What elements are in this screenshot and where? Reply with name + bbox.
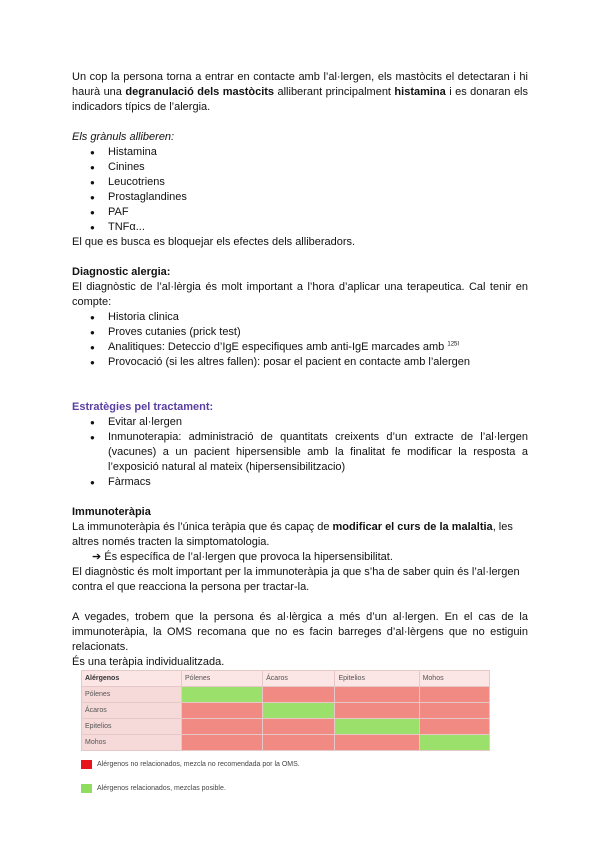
list-item: ● PAF bbox=[72, 205, 528, 220]
intro-text-1: Un cop la persona torna a entrar en contacte amb l’al·lergen, els mastòcits el detectaran i hi haurà una bbox=[72, 71, 528, 98]
table-cell bbox=[419, 719, 489, 735]
table-cell bbox=[419, 703, 489, 719]
immuno-bold: modificar el curs de la malaltia bbox=[332, 521, 493, 533]
list-item: ● Fàrmacs bbox=[72, 475, 528, 490]
table-cell bbox=[182, 703, 263, 719]
estrategies-heading: Estratègies pel tractament: bbox=[72, 401, 214, 413]
list-item: ● Cinines bbox=[72, 160, 528, 175]
diagnostic-list bbox=[72, 310, 528, 370]
granuls-list bbox=[72, 145, 528, 235]
list-item: ● Evitar al·lergen bbox=[72, 415, 528, 430]
table-cell bbox=[419, 687, 489, 703]
list-item: ● Leucotriens bbox=[72, 175, 528, 190]
legend-green bbox=[81, 781, 226, 796]
document-page bbox=[72, 70, 528, 670]
immuno-text-2: , les altres només tracten la simptomatologia. bbox=[72, 521, 513, 548]
table-cell bbox=[263, 687, 335, 703]
list-item: ● Prostaglandines bbox=[72, 190, 528, 205]
allergen-mixing-table bbox=[81, 670, 490, 751]
column-header: Epitelios bbox=[335, 671, 419, 687]
table-row bbox=[82, 719, 490, 735]
row-header: Pólenes bbox=[82, 687, 182, 703]
table-cell bbox=[263, 735, 335, 751]
immuno-text-1: La immunoteràpia és l’única teràpia que és capaç de bbox=[72, 521, 333, 533]
list-item: ● Historia clinica bbox=[72, 310, 528, 325]
granuls-title: Els grànuls alliberen: bbox=[72, 131, 175, 143]
table-cell bbox=[419, 735, 489, 751]
table-cell bbox=[182, 719, 263, 735]
oms-paragraph: A vegades, trobem que la persona és al·lèrgica a més d’un al·lergen. En el cas de la immunoteràpia, la OMS recomana que no es facin barreges d’al·lèrgens que no estiguin relacionats. bbox=[72, 611, 528, 653]
estrategies-list bbox=[72, 415, 528, 490]
list-item: ● Provocació (si les altres fallen): posar el pacient en contacte amb l’alergen bbox=[72, 355, 528, 370]
arrow-point bbox=[72, 550, 528, 565]
legend-red bbox=[81, 757, 300, 772]
table-cell bbox=[182, 687, 263, 703]
immuno-paragraph bbox=[72, 520, 528, 550]
intro-paragraph bbox=[72, 70, 528, 115]
table-row bbox=[82, 687, 490, 703]
table-corner-header: Alérgenos bbox=[82, 671, 182, 687]
diagnostic-text: El diagnòstic de l’al·lèrgia és molt important a l’hora d’aplicar una terapeutica. Cal tenir en compte: bbox=[72, 281, 528, 308]
list-item bbox=[72, 340, 528, 355]
table-row bbox=[82, 735, 490, 751]
list-item: ● Histamina bbox=[72, 145, 528, 160]
list-item: ● Inmunoterapia: administració de quantitats creixents d’un extracte de l’al·lergen (vacunes) a un pacient hipersensible amb la finalitat fe modificar la resposta a l’exposició natural al mateix (hipersensibilitzacio) bbox=[72, 430, 528, 475]
table-row bbox=[82, 703, 490, 719]
list-item: ● Proves cutanies (prick test) bbox=[72, 325, 528, 340]
column-header: Ácaros bbox=[263, 671, 335, 687]
arrow-text: És específica de l’al·lergen que provoca la hipersensibilitat. bbox=[104, 551, 393, 563]
immuno-heading: Immunoteràpia bbox=[72, 506, 151, 518]
individual-therapy-text: És una teràpia individualitzada. bbox=[72, 656, 225, 668]
intro-text-2: alliberant principalment bbox=[274, 86, 395, 98]
intro-bold-2: histamina bbox=[394, 86, 446, 98]
table-cell bbox=[263, 703, 335, 719]
legend-red-text: Alérgenos no relacionados, mezcla no recomendada por la OMS. bbox=[97, 761, 300, 768]
diagnostic-importance-paragraph: El diagnòstic és molt important per la immunoteràpia ja que s’ha de saber quin és l’al·lergen contra el que reacciona la persona per tractar-la. bbox=[72, 566, 520, 593]
row-header: Epitelios bbox=[82, 719, 182, 735]
table-header-row bbox=[82, 671, 490, 687]
granuls-footer: El que es busca es bloquejar els efectes dels alliberadors. bbox=[72, 236, 356, 248]
table-cell bbox=[335, 687, 419, 703]
legend-green-text: Alérgenos relacionados, mezclas posible. bbox=[97, 785, 226, 792]
column-header: Mohos bbox=[419, 671, 489, 687]
table-cell bbox=[335, 735, 419, 751]
diagnostic-heading: Diagnostic alergia: bbox=[72, 266, 171, 278]
intro-bold-1: degranulació dels mastòcits bbox=[125, 86, 275, 98]
table-cell bbox=[335, 719, 419, 735]
legend-green-swatch bbox=[81, 784, 92, 793]
table-cell bbox=[263, 719, 335, 735]
row-header: Ácaros bbox=[82, 703, 182, 719]
column-header: Pólenes bbox=[182, 671, 263, 687]
row-header: Mohos bbox=[82, 735, 182, 751]
intro-text-3: i es donaran els indicadors típics de l’alergia. bbox=[72, 86, 529, 113]
table-cell bbox=[182, 735, 263, 751]
analitiques-text: Analitiques: Deteccio d’IgE especifiques amb anti-IgE marcades amb bbox=[108, 341, 445, 353]
legend-red-swatch bbox=[81, 760, 92, 769]
arrow-icon: ➔ bbox=[92, 551, 102, 563]
isotope-superscript: 125I bbox=[447, 341, 460, 348]
list-item: ● TNFα... bbox=[72, 220, 528, 235]
table-cell bbox=[335, 703, 419, 719]
